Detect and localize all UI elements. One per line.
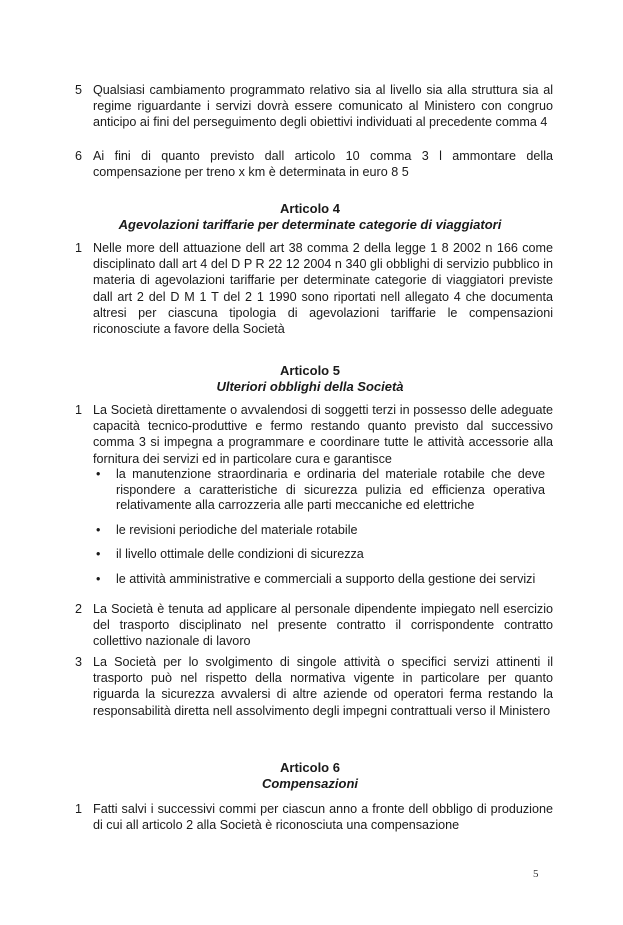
paragraph-number: 3 [75,655,83,669]
article-subtitle: Agevolazioni tariffarie per determinate categorie di viaggiatori [118,217,502,232]
paragraph-text: Qualsiasi cambiamento programmato relativo sia al livello sia alla struttura sia al regime riguardante i servizi dovrà essere comunicato al Ministero con congruo anticipo ai fini del perseguimento degli obiettivi individuati al precedente comma 4 [93,83,553,130]
article-title: Articolo 6 [280,760,340,775]
article-5-heading [100,363,520,395]
paragraph-art4-comma1 [75,240,553,337]
paragraph-number: 5 [75,83,83,97]
paragraph-number: 2 [75,602,83,616]
article-6-heading [100,760,520,792]
paragraph-text: Fatti salvi i successivi commi per ciascun anno a fronte dell obbligo di produzione di cui all articolo 2 alla Società è riconosciuta una compensazione [93,802,553,833]
list-item: • le revisioni periodiche del materiale rotabile [96,522,358,537]
paragraph-text: La Società per lo svolgimento di singole attività o specifici servizi attinenti il trasporto può nel rispetto della normativa vigente in particolare per quanto riguarda la sicurezza avvalersi di altre aziende od operatori ferma restando la responsabilità diretta nell assolvimento degli impegni contrattuali verso il Ministero [93,655,553,718]
paragraph-art5-comma1 [75,402,553,467]
paragraph-number: 6 [75,149,83,163]
page-number: 5 [533,868,539,880]
article-title: Articolo 5 [280,363,340,378]
paragraph-art6-comma1 [75,801,553,833]
paragraph-art5-comma2 [75,601,553,650]
article-title: Articolo 4 [280,201,340,216]
paragraph-art3-comma5 [75,82,553,131]
paragraph-number: 1 [75,241,83,255]
bullet-list [93,467,545,588]
list-item: • le attività amministrative e commerciali a supporto della gestione dei servizi [96,571,536,586]
paragraph-number: 1 [75,802,83,816]
article-subtitle: Ulteriori obblighi della Società [216,379,404,394]
list-item: • il livello ottimale delle condizioni di sicurezza [96,547,364,562]
paragraph-number: 1 [75,403,83,417]
paragraph-text: La Società direttamente o avvalendosi di soggetti terzi in possesso delle adeguate capacità tecnico-produttive e fermo restando quanto previsto dal successivo comma 3 si impegna a programmare e coordinare tutte le attività accessorie alla fornitura dei servizi ed in particolare cura e garantisce [93,403,553,466]
article-subtitle: Compensazioni [261,776,359,791]
article-4-heading [100,201,520,233]
paragraph-art5-comma3 [75,654,553,719]
bullet-icon: • [96,547,101,562]
paragraph-text: Nelle more dell attuazione dell art 38 comma 2 della legge 1 8 2002 n 166 come disciplinato dall art 4 del D P R 22 12 2004 n 340 gli obblighi di servizio pubblico in materia di agevolazioni tariffarie per determinate categorie di viaggiatori previste dall art 2 del D M 1 T del 2 1 1990 sono riportati nell allegato 4 che documenta altresi per ciascuna tipologia di agevolazioni tariffarie le compensazioni riconosciute a favore della Società [93,241,553,337]
paragraph-text: Ai fini di quanto previsto dall articolo 10 comma 3 l ammontare della compensazione per treno x km è determinata in euro 8 5 [93,149,553,180]
bullet-icon: • [96,522,101,537]
bullet-icon: • [96,571,101,586]
paragraph-text: La Società è tenuta ad applicare al personale dipendente impiegato nell esercizio del trasporto disciplinato nel presente contratto il corrispondente contratto collettivo nazionale di lavoro [93,602,553,649]
paragraph-art3-comma6 [75,148,553,180]
bullet-icon: • [96,467,101,481]
list-item: • la manutenzione straordinaria e ordinaria del materiale rotabile che deve rispondere a caratteristiche di sicurezza pulizia ed efficienza operativa relativamente alla carrozzeria alle parti meccaniche ed elettriche [96,467,545,513]
